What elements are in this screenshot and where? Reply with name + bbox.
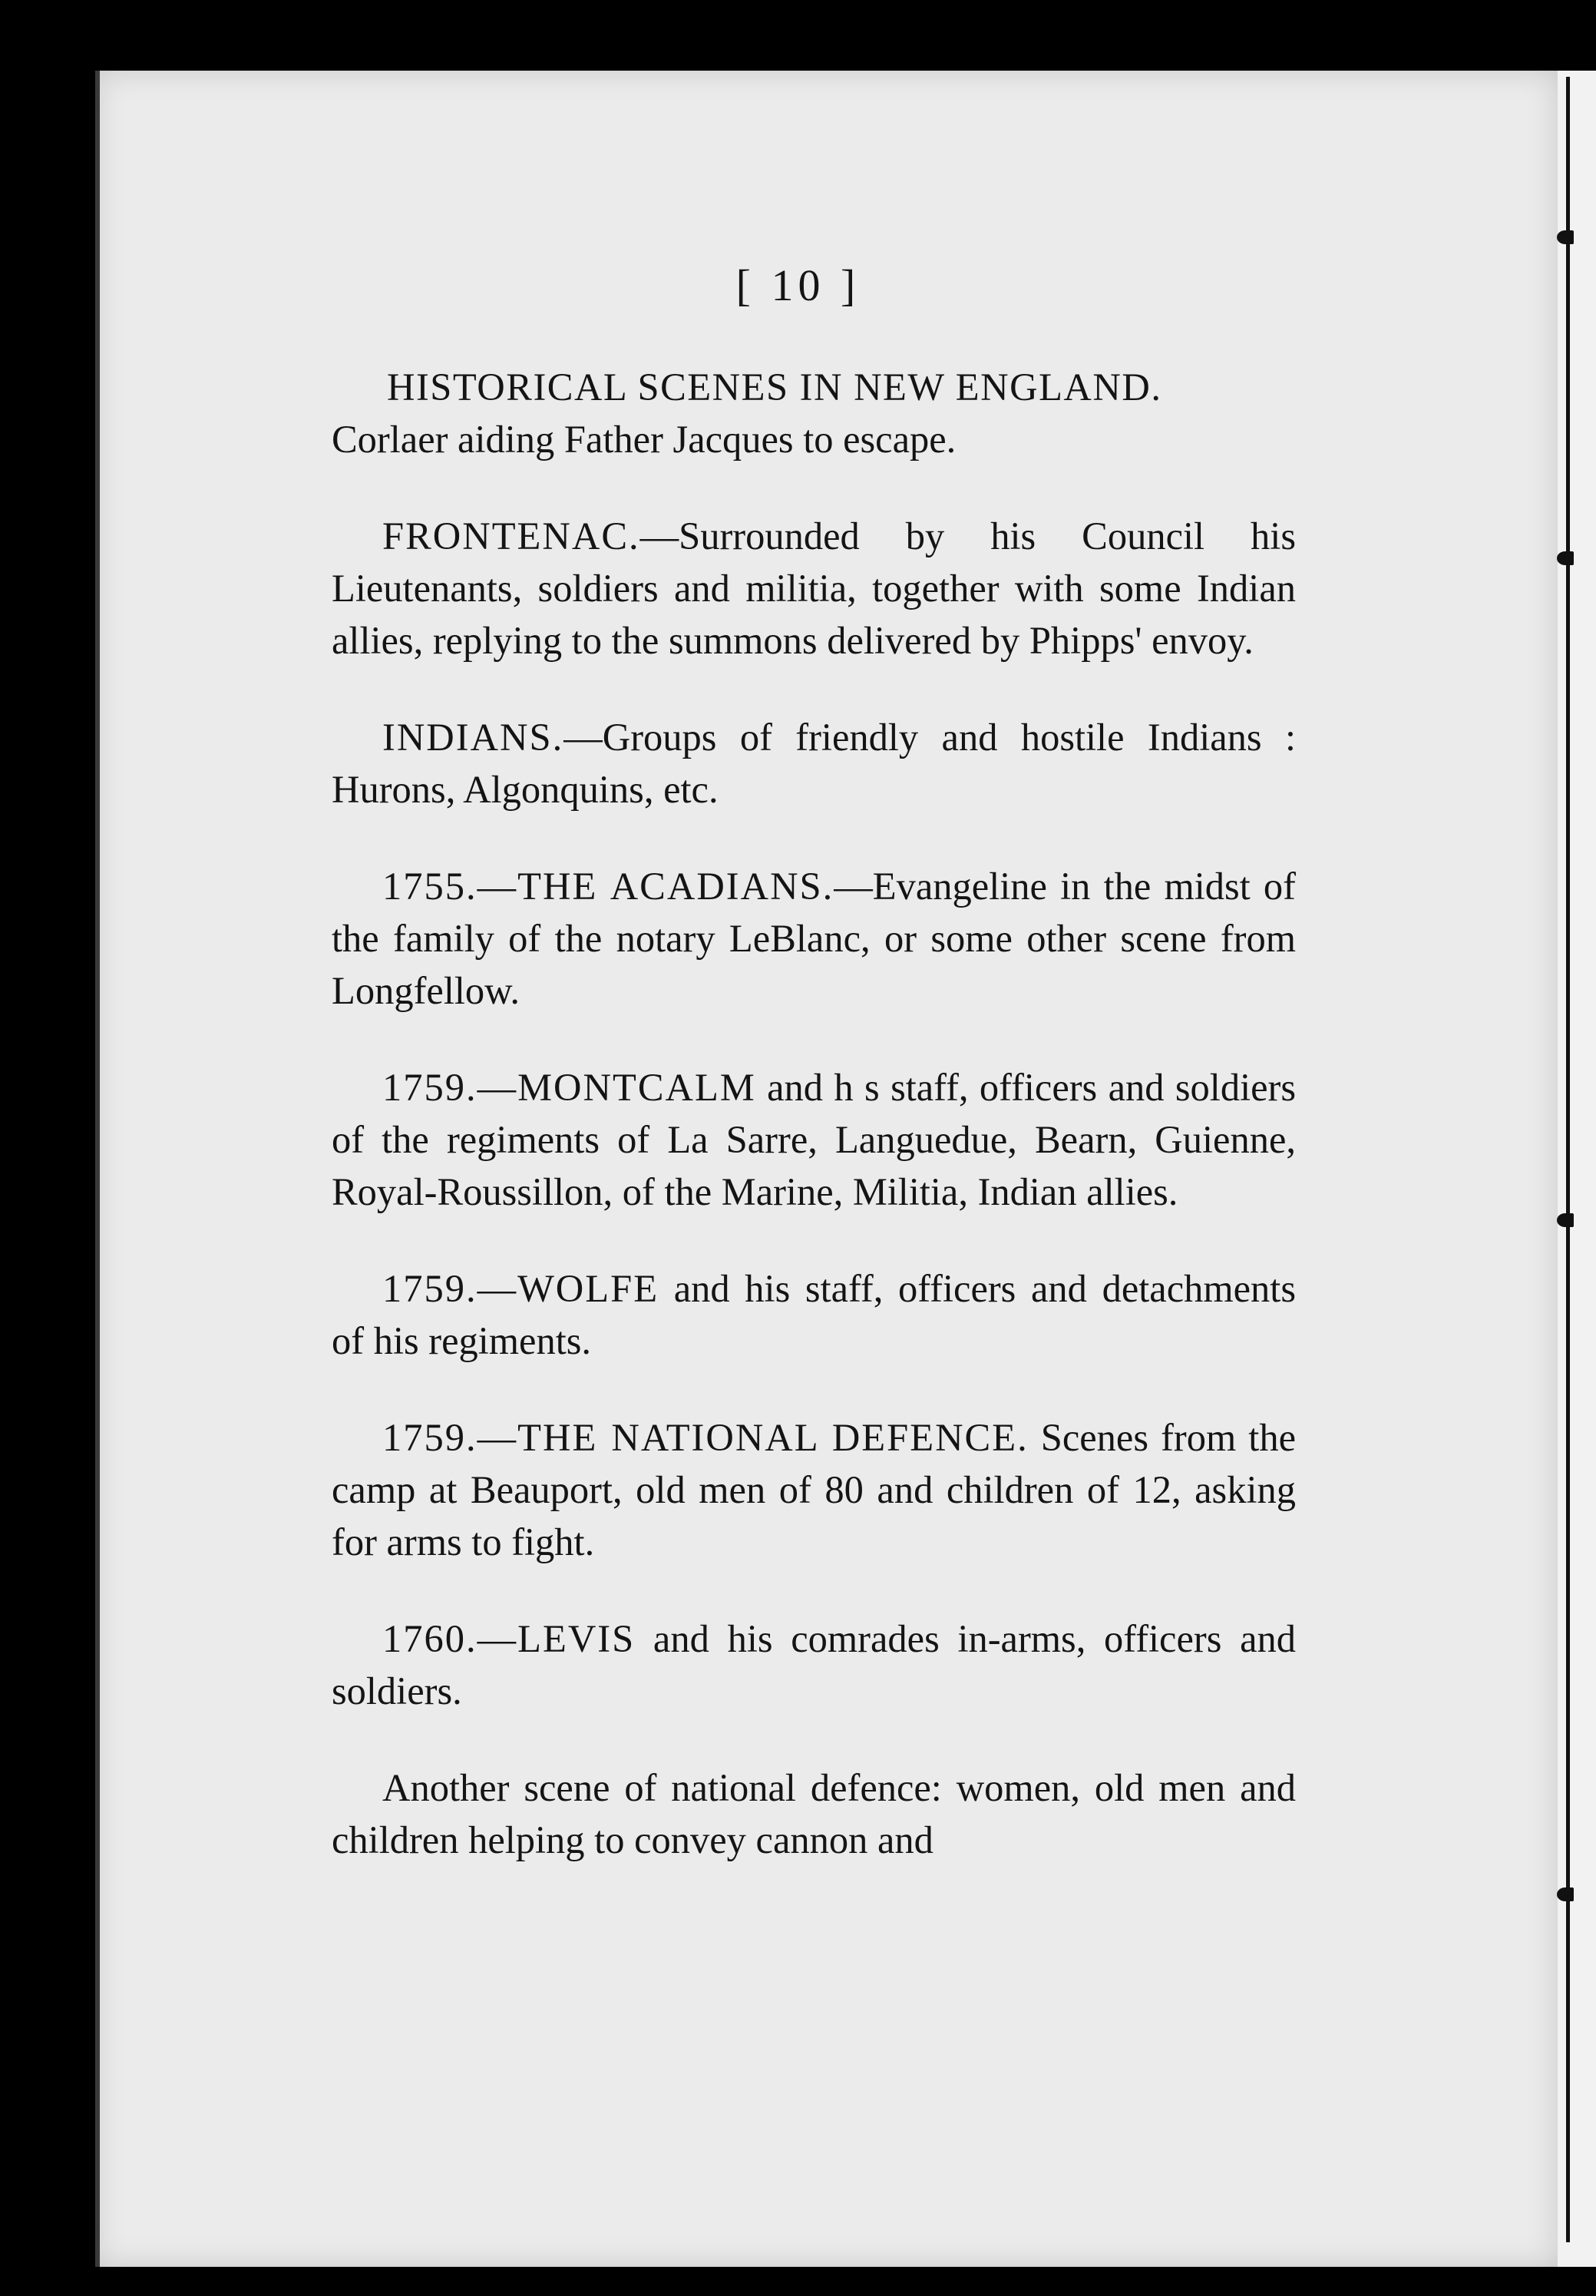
page-left-edge <box>95 71 100 2267</box>
scan-right-margin <box>1558 71 1596 2267</box>
binding-mark <box>1557 1887 1574 1901</box>
section-subheading: Corlaer aiding Father Jacques to escape. <box>332 418 957 461</box>
binding-rule <box>1566 77 1570 2242</box>
paragraph-another-scene <box>332 1762 1296 1866</box>
paragraph-levis <box>332 1613 1296 1717</box>
page-number: [ 10 ] <box>735 260 861 310</box>
paragraph-text: and his comrades in-arms, officers and soldiers. <box>332 1617 1296 1712</box>
paragraph-lead: 1759.—WOLFE <box>382 1267 659 1310</box>
paragraph-text: —Surrounded by his Council his Lieutenants, soldiers and militia, together with some Indian allies, replying to the summons delivered by Phipps' envoy. <box>332 514 1296 662</box>
binding-mark <box>1557 1213 1574 1227</box>
section-heading: HISTORICAL SCENES IN NEW ENGLAND. <box>387 366 1162 409</box>
paragraph-text: Scenes from the camp at Beauport, old men of 80 and children of 12, asking for arms to fight. <box>332 1416 1296 1563</box>
paragraph-lead: 1759.—MONTCALM <box>382 1066 756 1109</box>
section-block <box>332 361 1296 465</box>
paragraph-lead: FRONTENAC. <box>382 514 640 557</box>
paragraph-text: and his staff, officers and detachments of his regiments. <box>332 1267 1296 1362</box>
paragraph-national-defence <box>332 1411 1296 1568</box>
paragraph-text: and h s staff, officers and soldiers of the regiments of La Sarre, Languedue, Bearn, Guienne, Royal-Roussillon, of the Marine, Militia, Indian allies. <box>332 1066 1296 1213</box>
paragraph-wolfe <box>332 1262 1296 1367</box>
paragraph-lead: 1760.—LEVIS <box>382 1617 636 1660</box>
page-body <box>332 361 1296 1911</box>
paragraph-indians <box>332 711 1296 816</box>
paragraph-frontenac <box>332 510 1296 667</box>
paragraph-text: Another scene of national defence: women, old men and children helping to convey cannon and <box>332 1766 1296 1861</box>
paragraph-text: —Evangeline in the midst of the family of the notary LeBlanc, or some other scene from Longfellow. <box>332 865 1296 1012</box>
paragraph-lead: 1755.—THE ACADIANS. <box>382 865 834 908</box>
binding-mark <box>1557 230 1574 244</box>
paragraph-text: —Groups of friendly and hostile Indians : Hurons, Algonquins, etc. <box>332 716 1296 811</box>
binding-mark <box>1557 551 1574 565</box>
paragraph-acadians <box>332 860 1296 1017</box>
paragraph-lead: INDIANS. <box>382 716 564 759</box>
paragraph-lead: 1759.—THE NATIONAL DEFENCE. <box>382 1416 1029 1459</box>
paragraph-montcalm <box>332 1061 1296 1218</box>
